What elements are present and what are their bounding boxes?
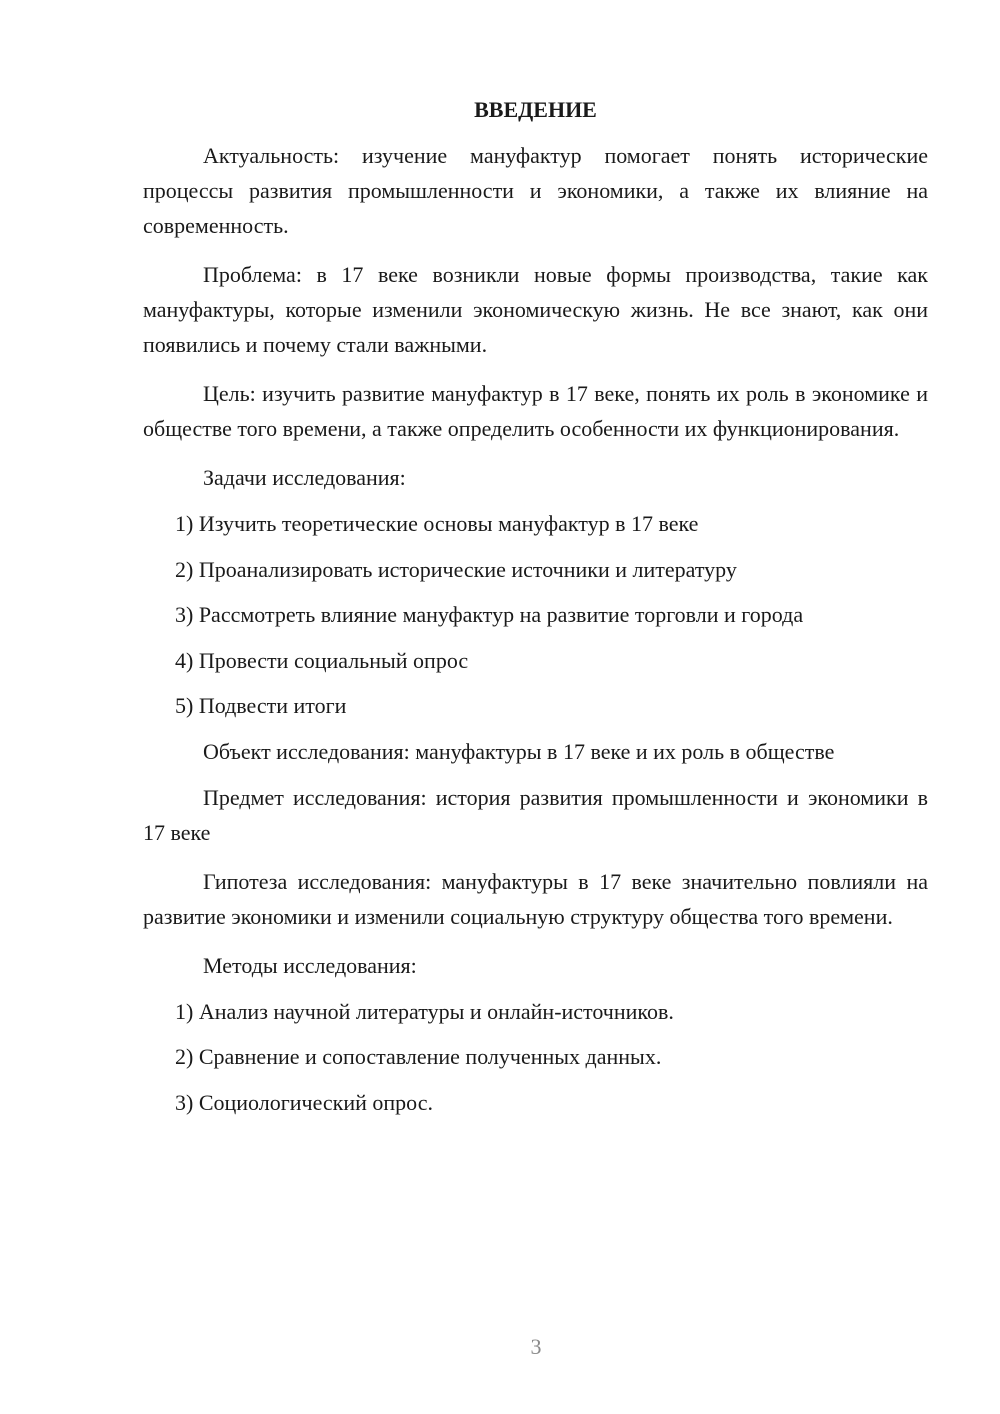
list-item: 5) Подвести итоги (175, 693, 347, 718)
section-heading: ВВЕДЕНИЕ (474, 97, 597, 122)
list-item: 3) Социологический опрос. (175, 1089, 433, 1115)
goal-paragraph: Цель: изучить развитие мануфактур в 17 веке, понять их роль в экономике и обществе того времени, а также определить особенности их функционирования. (143, 381, 928, 441)
subject-paragraph: Предмет исследования: история развития промышленности и экономики в 17 веке (143, 784, 928, 845)
list-item: 2) Проанализировать исторические источники и литературу (175, 556, 737, 582)
list-item: 1) Изучить теоретические основы мануфактур в 17 веке (175, 511, 699, 536)
list-item: 4) Провести социальный опрос (175, 647, 469, 673)
page-content (143, 94, 928, 1130)
hypothesis-paragraph: Гипотеза исследования: мануфактуры в 17 веке значительно повлияли на развитие экономики и изменили социальную структуру общества того времени. (143, 868, 928, 929)
list-item: 1) Анализ научной литературы и онлайн-источников. (175, 998, 674, 1024)
list-item: 2) Сравнение и сопоставление полученных данных. (175, 1044, 662, 1069)
page-number: 3 (530, 1334, 542, 1359)
methods-list (143, 994, 928, 1120)
methods-title: Методы исследования: (203, 952, 417, 978)
relevance-paragraph: Актуальность: изучение мануфактур помогает понять исторические процессы развития промышленности и экономики, а также их влияние на современность. (143, 143, 928, 238)
problem-paragraph: Проблема: в 17 веке возникли новые формы производства, такие как мануфактуры, которые изменили экономическую жизнь. Не все знают, как они появились и почему стали важными. (143, 262, 928, 357)
tasks-list (143, 506, 928, 723)
object-paragraph: Объект исследования: мануфактуры в 17 веке и их роль в обществе (203, 738, 835, 764)
list-item: 3) Рассмотреть влияние мануфактур на развитие торговли и города (175, 602, 804, 627)
tasks-title: Задачи исследования: (203, 465, 406, 490)
